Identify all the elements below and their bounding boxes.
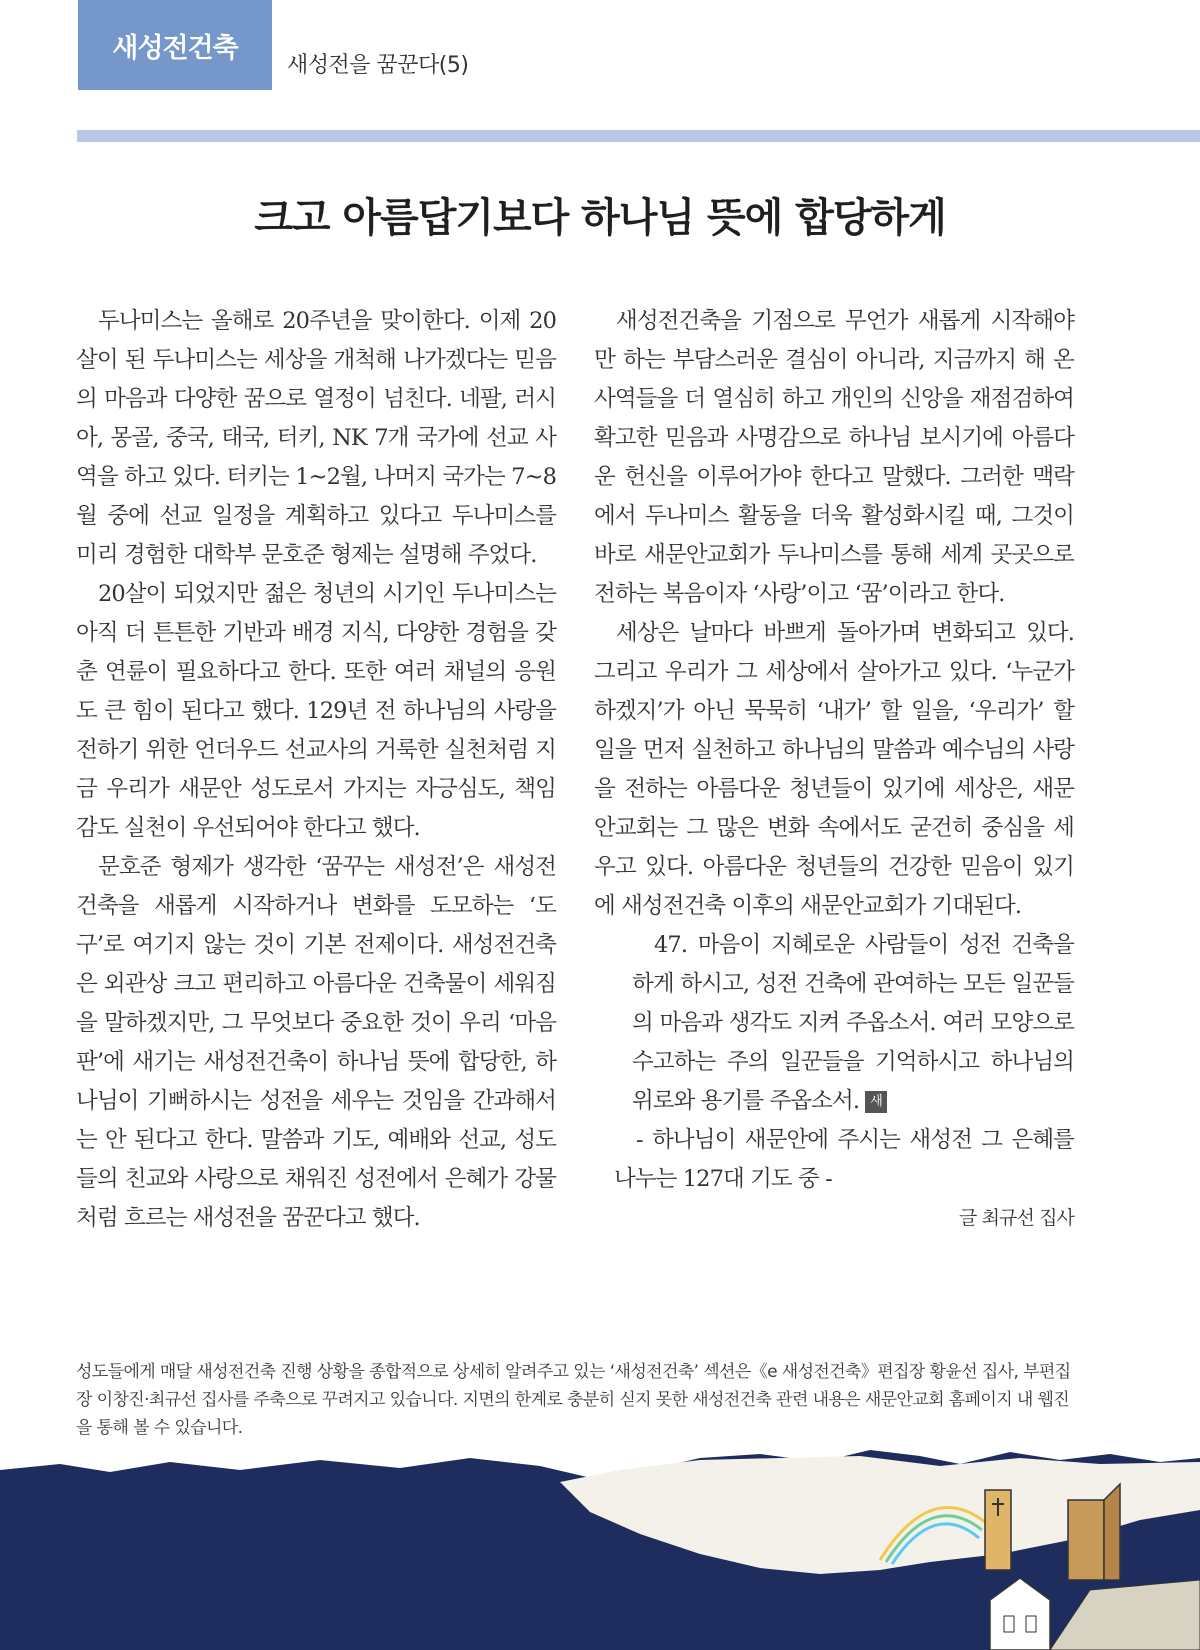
article-paragraph: 새성전건축을 기점으로 무언가 새롭게 시작해야만 하는 부담스러운 결심이 아니라, 지금까지 해 온 사역들을 더 열심히 하고 개인의 신앙을 재점검하여 확고한 믿음과 사명감으로 하나님 보시기에 아름다운 헌신을 이루어가야 한다고 말했다. 그러한 맥락에서 두나미스 활동을 더욱 활성화시킬 때, 그것이 바로 새문안교회가 두나미스를 통해 세계 곳곳으로 전하는 복음이자 ‘사랑’이고 ‘꿈’이라고 한다. [594, 308, 1074, 607]
article-column-right [594, 302, 1074, 1238]
series-title: 새성전을 꿈꾼다(5) [287, 53, 469, 78]
prayer-quote [594, 926, 1074, 1121]
section-tab: 새성전건축 [78, 0, 272, 90]
prayer-text: 47. 마음이 지혜로운 사람들이 성전 건축을 하게 하시고, 성전 건축에 관여하는 모든 일꾼들의 마음과 생각도 지켜 주옵소서. 여러 모양으로 수고하는 주의 일꾼들을 기억하시고 하나님의 위로와 용기를 주옵소서. [632, 932, 1074, 1114]
prayer-source: - 하나님이 새문안에 주시는 새성전 그 은혜를 나누는 127대 기도 중 - [614, 1127, 1074, 1192]
editor-note: 성도들에게 매달 새성전건축 진행 상황을 종합적으로 상세히 알려주고 있는 ‘새성전건축’ 섹션은《e 새성전건축》편집장 황윤선 집사, 부편집장 이창진·최규선 집사를 주축으로 꾸려지고 있습니다. 지면의 한계로 충분히 싣지 못한 새성전건축 관련 내용은 새문안교회 홈페이지 내 웹진을 통해 볼 수 있습니다. [76, 1362, 1071, 1438]
byline: 글 최규선 집사 [958, 1207, 1074, 1229]
article-column-left [76, 302, 556, 1238]
article-paragraph: 두나미스는 올해로 20주년을 맞이한다. 이제 20살이 된 두나미스는 세상을 개척해 나가겠다는 믿음의 마음과 다양한 꿈으로 열정이 넘친다. 네팔, 러시아, 몽골, 중국, 태국, 터키, NK 7개 국가에 선교 사역을 하고 있다. 터키는 1~2월, 나머지 국가는 7~8월 중에 선교 일정을 계획하고 있다고 두나미스를 미리 경험한 대학부 문호준 형제는 설명해 주었다. [76, 308, 556, 568]
article-paragraph: 문호준 형제가 생각한 ‘꿈꾸는 새성전’은 새성전건축을 새롭게 시작하거나 변화를 도모하는 ‘도구’로 여기지 않는 것이 기본 전제이다. 새성전건축은 외관상 크고 편리하고 아름다운 건축물이 세워짐을 말하겠지만, 그 무엇보다 중요한 것이 우리 ‘마음판’에 새기는 새성전건축이 하나님 뜻에 합당한, 하나님이 기뻐하시는 성전을 세우는 것임을 간과해서는 안 된다고 한다. 말씀과 기도, 예배와 선교, 성도들의 친교와 사랑으로 채워진 성전에서 은혜가 강물처럼 흐르는 새성전을 꿈꾼다고 했다. [76, 854, 556, 1231]
article-paragraph: 20살이 되었지만 젊은 청년의 시기인 두나미스는 아직 더 튼튼한 기반과 배경 지식, 다양한 경험을 갖춘 연륜이 필요하다고 한다. 또한 여러 채널의 응원도 큰 힘이 된다고 했다. 129년 전 하나님의 사랑을 전하기 위한 언더우드 선교사의 거룩한 실천처럼 지금 우리가 새문안 성도로서 가지는 자긍심도, 책임감도 실천이 우선되어야 한다고 했다. [76, 581, 556, 841]
footer-illustration [0, 1450, 1200, 1650]
article-paragraph: 세상은 날마다 바쁘게 돌아가며 변화되고 있다. 그리고 우리가 그 세상에서 살아가고 있다. ‘누군가 하겠지’가 아닌 묵묵히 ‘내가’ 할 일을, ‘우리가’ 할 일을 먼저 실천하고 하나님의 말씀과 예수님의 사랑을 전하는 아름다운 청년들이 있기에 세상은, 새문안교회는 그 많은 변화 속에서도 굳건히 중심을 세우고 있다. 아름다운 청년들의 건강한 믿음이 있기에 새성전건축 이후의 새문안교회가 기대된다. [594, 620, 1074, 919]
seal-icon: 새 [865, 1091, 887, 1113]
header-rule [77, 130, 1200, 142]
article-title: 크고 아름답기보다 하나님 뜻에 합당하게 [254, 195, 946, 241]
building-icon [1068, 1500, 1104, 1580]
